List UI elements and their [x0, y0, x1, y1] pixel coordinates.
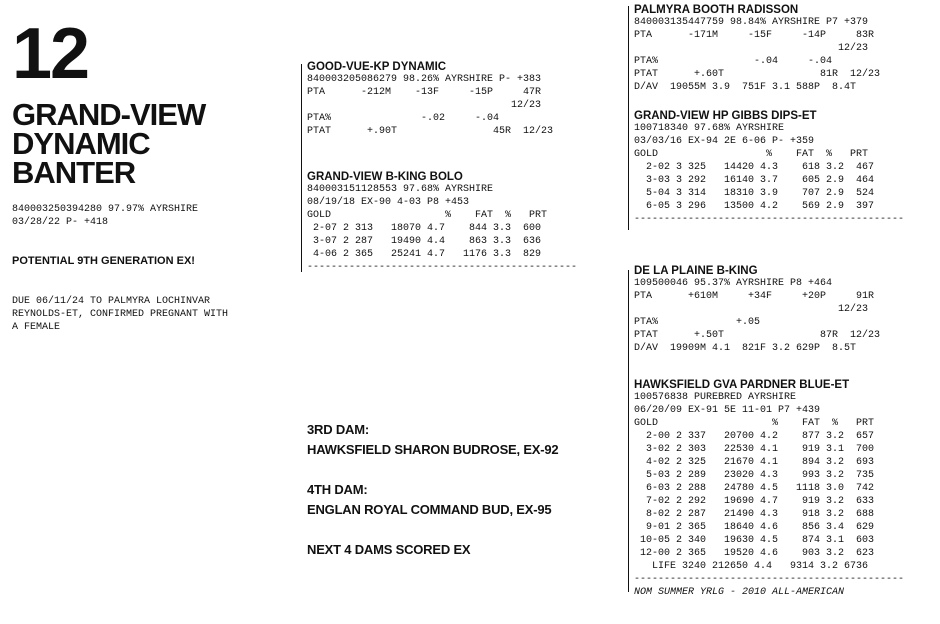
fourth-dam-value: ENGLAN ROYAL COMMAND BUD, EX-95 [307, 502, 552, 517]
sire-line: PTA -212M -13F -15P 47R [307, 87, 542, 98]
lot-number: 12 [12, 14, 89, 94]
sire-sire-line: PTA% -.04 -.04 [634, 56, 833, 67]
sire-dam-line: 5-04 3 314 18310 3.9 707 2.9 524 [634, 188, 875, 199]
dam-dam-line: 7-02 2 292 19690 4.7 919 3.2 633 [634, 496, 875, 507]
sire-dam-line: 2-02 3 325 14420 4.3 618 3.2 467 [634, 162, 875, 173]
dam-block [307, 171, 577, 274]
dam-bracket-line [301, 176, 302, 272]
dam-dam-name: HAWKSFIELD GVA PARDNER BLUE-ET [634, 379, 850, 391]
animal-name-line: BANTER [12, 155, 136, 190]
dam-sire-name: DE LA PLAINE B-KING [634, 265, 758, 277]
sire-sire-block [634, 4, 880, 94]
sire-sire-line: D/AV 19055M 3.9 751F 3.1 588P 8.4T [634, 82, 857, 93]
third-dam-label: 3RD DAM: [307, 422, 369, 437]
sire-line: 840003205086279 98.26% AYRSHIRE P- +383 [307, 74, 542, 85]
sire-dam-line: GOLD % FAT % PRT [634, 149, 869, 160]
dam-line: 4-06 2 365 25241 4.7 1176 3.3 829 [307, 249, 542, 260]
dam-sire-line: 109500046 95.37% AYRSHIRE P8 +464 [634, 278, 833, 289]
sire-line: PTA% -.02 -.04 [307, 113, 500, 124]
dam-sire-line: PTA% +.05 [634, 317, 761, 328]
sire-details [307, 73, 553, 138]
animal-name-line: GRAND-VIEW [12, 97, 206, 132]
due-line: DUE 06/11/24 TO PALMYRA LOCHINVAR [12, 296, 211, 307]
dam-line: 840003151128553 97.68% AYRSHIRE [307, 184, 494, 195]
dam-name: GRAND-VIEW B-KING BOLO [307, 171, 463, 183]
sire-sire-line: PTAT +.60T 81R 12/23 [634, 69, 881, 80]
dam-dam-details [634, 391, 904, 599]
due-line: REYNOLDS-ET, CONFIRMED PREGNANT WITH [12, 309, 229, 320]
dam-dam-separator: --------------------------------------------- [634, 574, 905, 585]
due-line: A FEMALE [12, 322, 61, 333]
sire-line: PTAT +.90T 45R 12/23 [307, 126, 554, 137]
sire-sire-line: 840003135447759 98.84% AYRSHIRE P7 +379 [634, 17, 869, 28]
due-info [12, 295, 228, 334]
dam-sire-line: D/AV 19909M 4.1 821F 3.2 629P 8.5T [634, 343, 857, 354]
dam-dam-line: 4-02 2 325 21670 4.1 894 3.2 693 [634, 457, 875, 468]
animal-name-line: DYNAMIC [12, 126, 150, 161]
sire-dam-line: 100718340 97.68% AYRSHIRE [634, 123, 785, 134]
animal-registration [12, 203, 198, 229]
dam-line: GOLD % FAT % PRT [307, 210, 548, 221]
dam-sire-line: PTAT +.50T 87R 12/23 [634, 330, 881, 341]
dam-dam-line: 5-03 2 289 23020 4.3 993 3.2 735 [634, 470, 875, 481]
dam-sire-line: PTA +610M +34F +20P 91R [634, 291, 875, 302]
potential-note: POTENTIAL 9TH GENERATION EX! [12, 255, 195, 267]
dam-line: 08/19/18 EX-90 4-03 P8 +453 [307, 197, 470, 208]
registration-line: 840003250394280 97.97% AYRSHIRE [12, 204, 199, 215]
dam-dam-line: GOLD % FAT % PRT [634, 418, 875, 429]
dam-sire-bracket-line [628, 270, 629, 366]
sire-sire-name: PALMYRA BOOTH RADISSON [634, 4, 799, 16]
birth-line: 03/28/22 P- +418 [12, 217, 109, 228]
dam-details [307, 183, 577, 274]
sire-sire-bracket-line [628, 6, 629, 106]
sire-bracket-line [301, 64, 302, 176]
next-dams-note: NEXT 4 DAMS SCORED EX [307, 542, 471, 557]
sire-dam-line: 3-03 3 292 16140 3.7 605 2.9 464 [634, 175, 875, 186]
dam-dam-line: 9-01 2 365 18640 4.6 856 3.4 629 [634, 522, 875, 533]
dam-dam-line: 10-05 2 340 19630 4.5 874 3.1 603 [634, 535, 875, 546]
dam-dam-line: 2-00 2 337 20700 4.2 877 3.2 657 [634, 431, 875, 442]
sire-dam-line: 03/03/16 EX-94 2E 6-06 P- +359 [634, 136, 815, 147]
dam-dam-line: 3-02 2 303 22530 4.1 919 3.1 700 [634, 444, 875, 455]
dam-dam-bracket-line [628, 366, 629, 592]
sire-dam-details [634, 122, 904, 226]
animal-name [12, 97, 292, 190]
dam-dam-lifetime-line: LIFE 3240 212650 4.4 9314 3.2 6736 [634, 561, 869, 572]
dam-dam-line: 06/20/09 EX-91 5E 11-01 P7 +439 [634, 405, 821, 416]
sire-dam-bracket-line [628, 106, 629, 230]
dam-dam-line: 8-02 2 287 21490 4.3 918 3.2 688 [634, 509, 875, 520]
sire-block [307, 61, 553, 138]
dam-dam-block [634, 379, 904, 599]
dam-dam-line: 6-03 2 288 24780 4.5 1118 3.0 742 [634, 483, 875, 494]
dam-dam-line: 100576838 PUREBRED AYRSHIRE [634, 392, 797, 403]
third-dam-value: HAWKSFIELD SHARON BUDROSE, EX-92 [307, 442, 559, 457]
sire-sire-line: 12/23 [634, 43, 869, 54]
dam-line: 2-07 2 313 18070 4.7 844 3.3 600 [307, 223, 542, 234]
dam-line: 3-07 2 287 19490 4.4 863 3.3 636 [307, 236, 542, 247]
dam-sire-details [634, 277, 880, 355]
sire-dam-name: GRAND-VIEW HP GIBBS DIPS-ET [634, 110, 817, 122]
fourth-dam-label: 4TH DAM: [307, 482, 368, 497]
dam-sire-block [634, 265, 880, 355]
sire-dam-line: 6-05 3 296 13500 4.2 569 2.9 397 [634, 201, 875, 212]
dam-dam-footnote: NOM SUMMER YRLG - 2010 ALL-AMERICAN [634, 587, 845, 598]
dam-separator: --------------------------------------------- [307, 262, 578, 273]
sire-name: GOOD-VUE-KP DYNAMIC [307, 61, 447, 73]
sire-dam-block [634, 110, 904, 226]
sire-dam-separator: --------------------------------------------- [634, 214, 905, 225]
dam-sire-line: 12/23 [634, 304, 869, 315]
dam-dam-line: 12-00 2 365 19520 4.6 903 3.2 623 [634, 548, 875, 559]
sire-line: 12/23 [307, 100, 542, 111]
sire-sire-details [634, 16, 880, 94]
sire-sire-line: PTA -171M -15F -14P 83R [634, 30, 875, 41]
